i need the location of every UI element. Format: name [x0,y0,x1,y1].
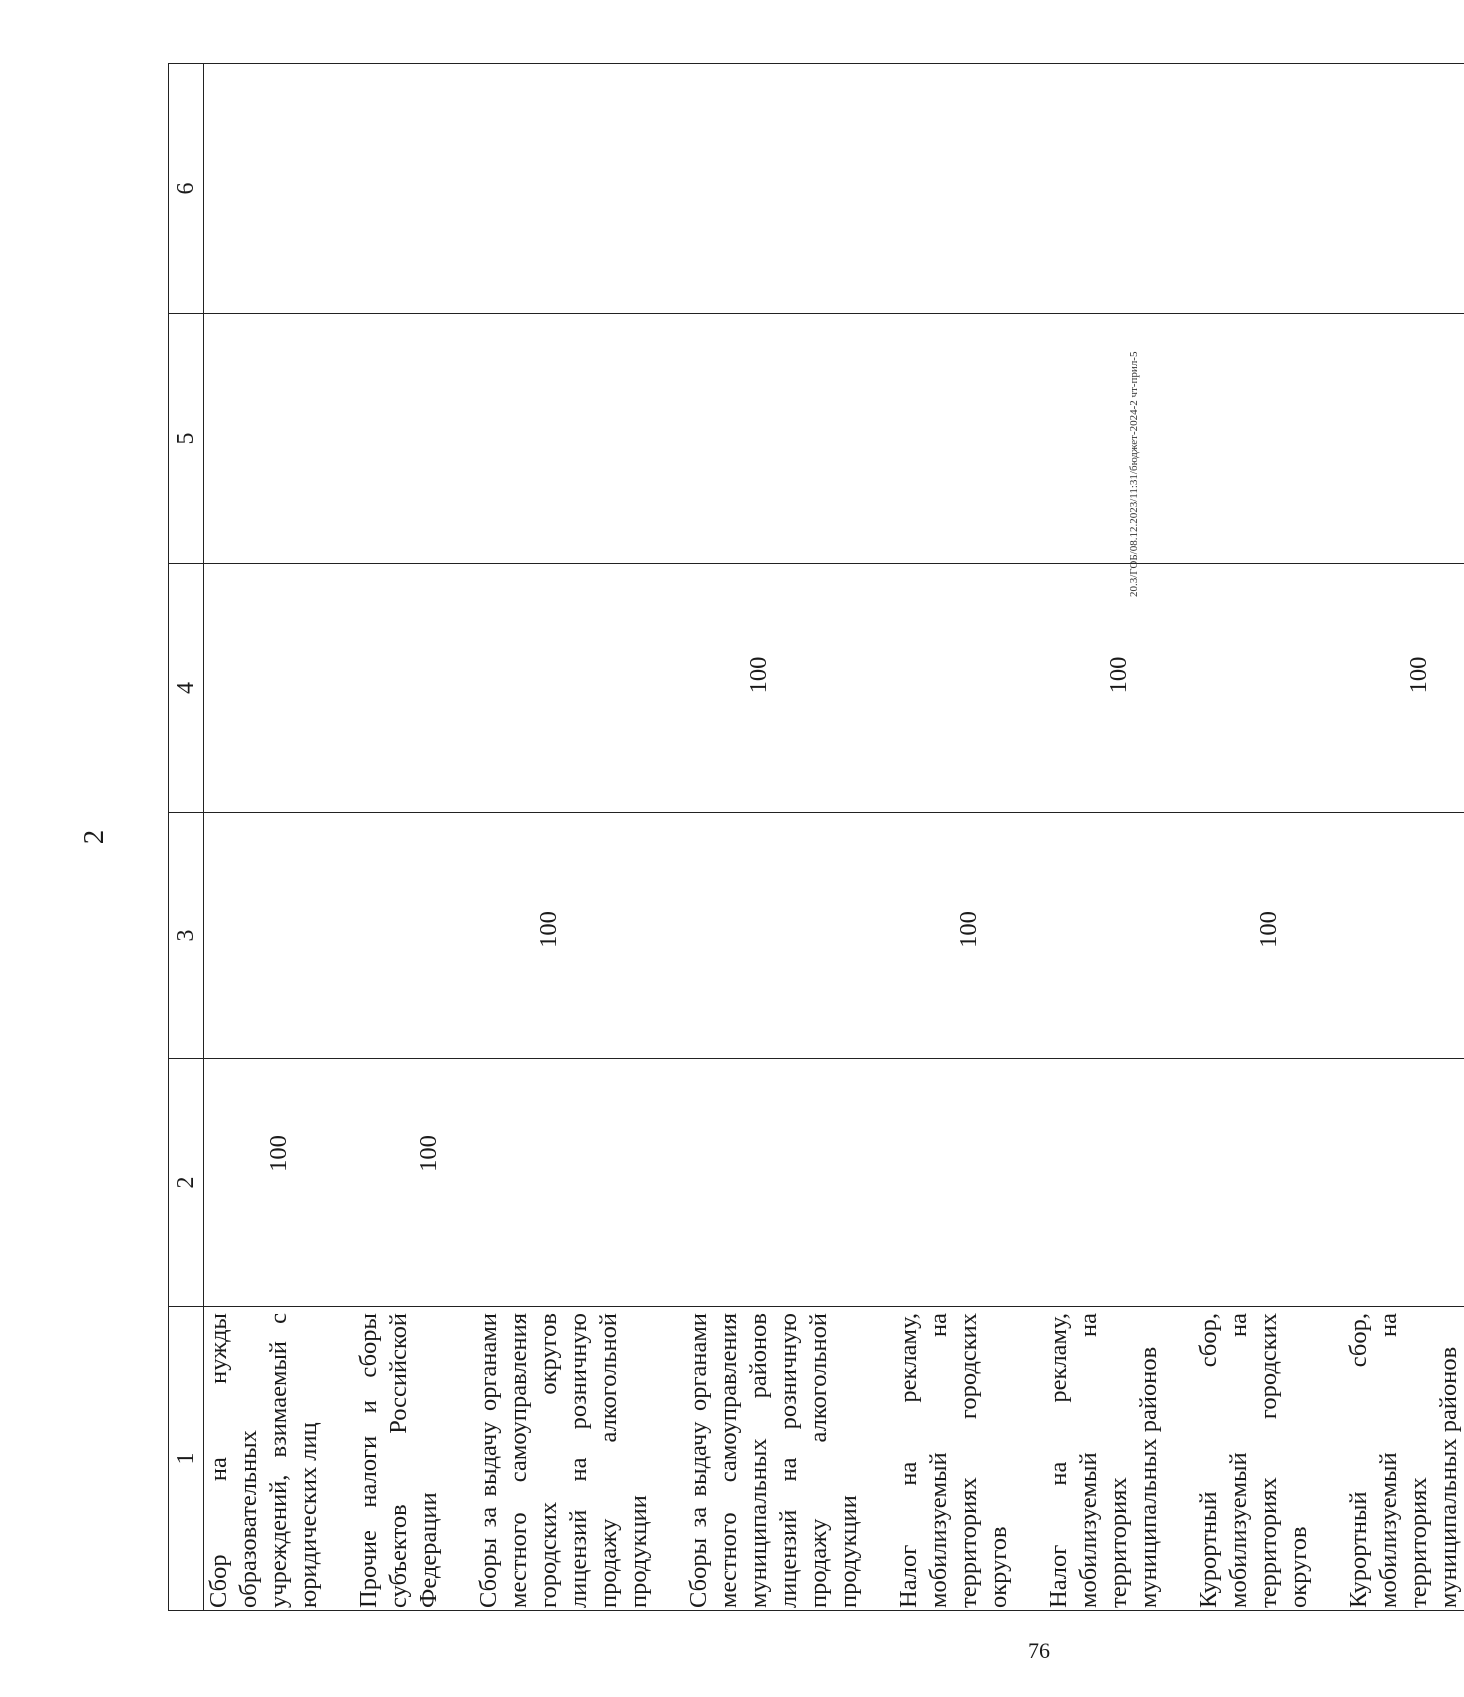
row-value-c6 [204,64,355,314]
column-header-6: 6 [169,64,204,314]
cell-value: 100 [1405,656,1432,694]
table-row [894,64,1044,1611]
row-value-c3 [474,813,684,1059]
row-value-c3 [1194,813,1344,1059]
row-value-c5 [204,314,355,564]
cell-value [1044,817,1104,1054]
row-value-c4 [1194,564,1344,813]
table-row [684,64,894,1611]
row-value-c3 [1344,813,1464,1059]
table-row [1194,64,1344,1611]
row-description: Налог на рекламу, мобилизуемый на территориях муниципальных районов [1044,1307,1194,1611]
column-header-1: 1 [169,1307,204,1611]
row-value-c3 [684,813,894,1059]
row-value-c6 [894,64,1044,314]
row-value-c4 [684,564,894,813]
row-description: Сборы за выдачу органами местного самоуправления городских округов лицензий на розничную продажу алкогольной продукции [474,1307,684,1611]
sheet-number: 76 [1028,1638,1050,1663]
table-row [354,64,474,1611]
row-value-c5 [1194,314,1344,564]
row-description: Прочие налоги и сборы субъектов Российской Федерации [354,1307,474,1611]
row-value-c4 [1044,564,1194,813]
row-value-c2 [354,1059,474,1307]
row-value-c3 [354,813,474,1059]
column-header-4: 4 [169,564,204,813]
cell-value [354,568,414,808]
row-value-c4 [354,564,474,813]
table-row [1344,64,1464,1611]
cell-value [894,568,954,808]
row-value-c5 [354,314,474,564]
cell-value [474,568,534,808]
table-row [474,64,684,1611]
row-value-c2 [474,1059,684,1307]
row-description: Налог на рекламу, мобилизуемый на территориях городских округов [894,1307,1044,1611]
cell-value: 100 [415,1135,442,1172]
cell-value [684,1063,744,1302]
cell-value [204,817,264,1054]
row-value-c5 [684,314,894,564]
cell-value [474,1063,534,1302]
row-value-c5 [1044,314,1194,564]
row-value-c2 [1044,1059,1194,1307]
column-header-5: 5 [169,314,204,564]
row-value-c2 [1344,1059,1464,1307]
row-value-c2 [204,1059,355,1307]
row-value-c2 [894,1059,1044,1307]
cell-value [894,1063,954,1302]
row-value-c2 [684,1059,894,1307]
cell-value [1194,1063,1254,1302]
row-value-c5 [474,314,684,564]
budget-table [168,63,1464,1611]
column-header-3: 3 [169,813,204,1059]
row-description: Курортный сбор, мобилизуемый на территориях муниципальных районов [1344,1307,1464,1611]
row-value-c2 [1194,1059,1344,1307]
row-value-c3 [204,813,355,1059]
row-value-c4 [1344,564,1464,813]
table-header-row [169,64,204,1611]
cell-value: 100 [1105,656,1132,694]
row-value-c3 [1044,813,1194,1059]
cell-value: 100 [1255,911,1282,948]
cell-value [1344,817,1404,1054]
row-description: Сборы за выдачу органами местного самоуправления муниципальных районов лицензий на розничную продажу алкогольной продукции [684,1307,894,1611]
row-value-c4 [204,564,355,813]
row-value-c5 [1344,314,1464,564]
cell-value [1194,568,1254,808]
cell-value: 100 [955,911,982,948]
document-footer-code: 20.3/ГОБ/08.12.2023/11:31/бюджет-2024-2 чт-прил-5 [1128,351,1140,597]
row-value-c6 [1344,64,1464,314]
row-description: Сбор на нужды образовательных учреждений, взимаемый с юридических лиц [204,1307,355,1611]
row-value-c4 [894,564,1044,813]
cell-value [1044,1063,1104,1302]
cell-value [684,817,744,1054]
row-value-c6 [474,64,684,314]
row-value-c5 [894,314,1044,564]
row-description: Курортный сбор, мобилизуемый на территориях городских округов [1194,1307,1344,1611]
page-number: 2 [78,829,110,845]
cell-value [204,568,264,808]
column-header-2: 2 [169,1059,204,1307]
cell-value: 100 [535,911,562,948]
row-value-c6 [684,64,894,314]
table-row [204,64,355,1611]
row-value-c6 [1194,64,1344,314]
table-row [1044,64,1194,1611]
cell-value [1344,1063,1404,1302]
row-value-c6 [354,64,474,314]
row-value-c6 [1044,64,1194,314]
cell-value [354,817,414,1054]
cell-value: 100 [265,1135,292,1172]
cell-value: 100 [745,656,772,694]
row-value-c3 [894,813,1044,1059]
row-value-c4 [474,564,684,813]
